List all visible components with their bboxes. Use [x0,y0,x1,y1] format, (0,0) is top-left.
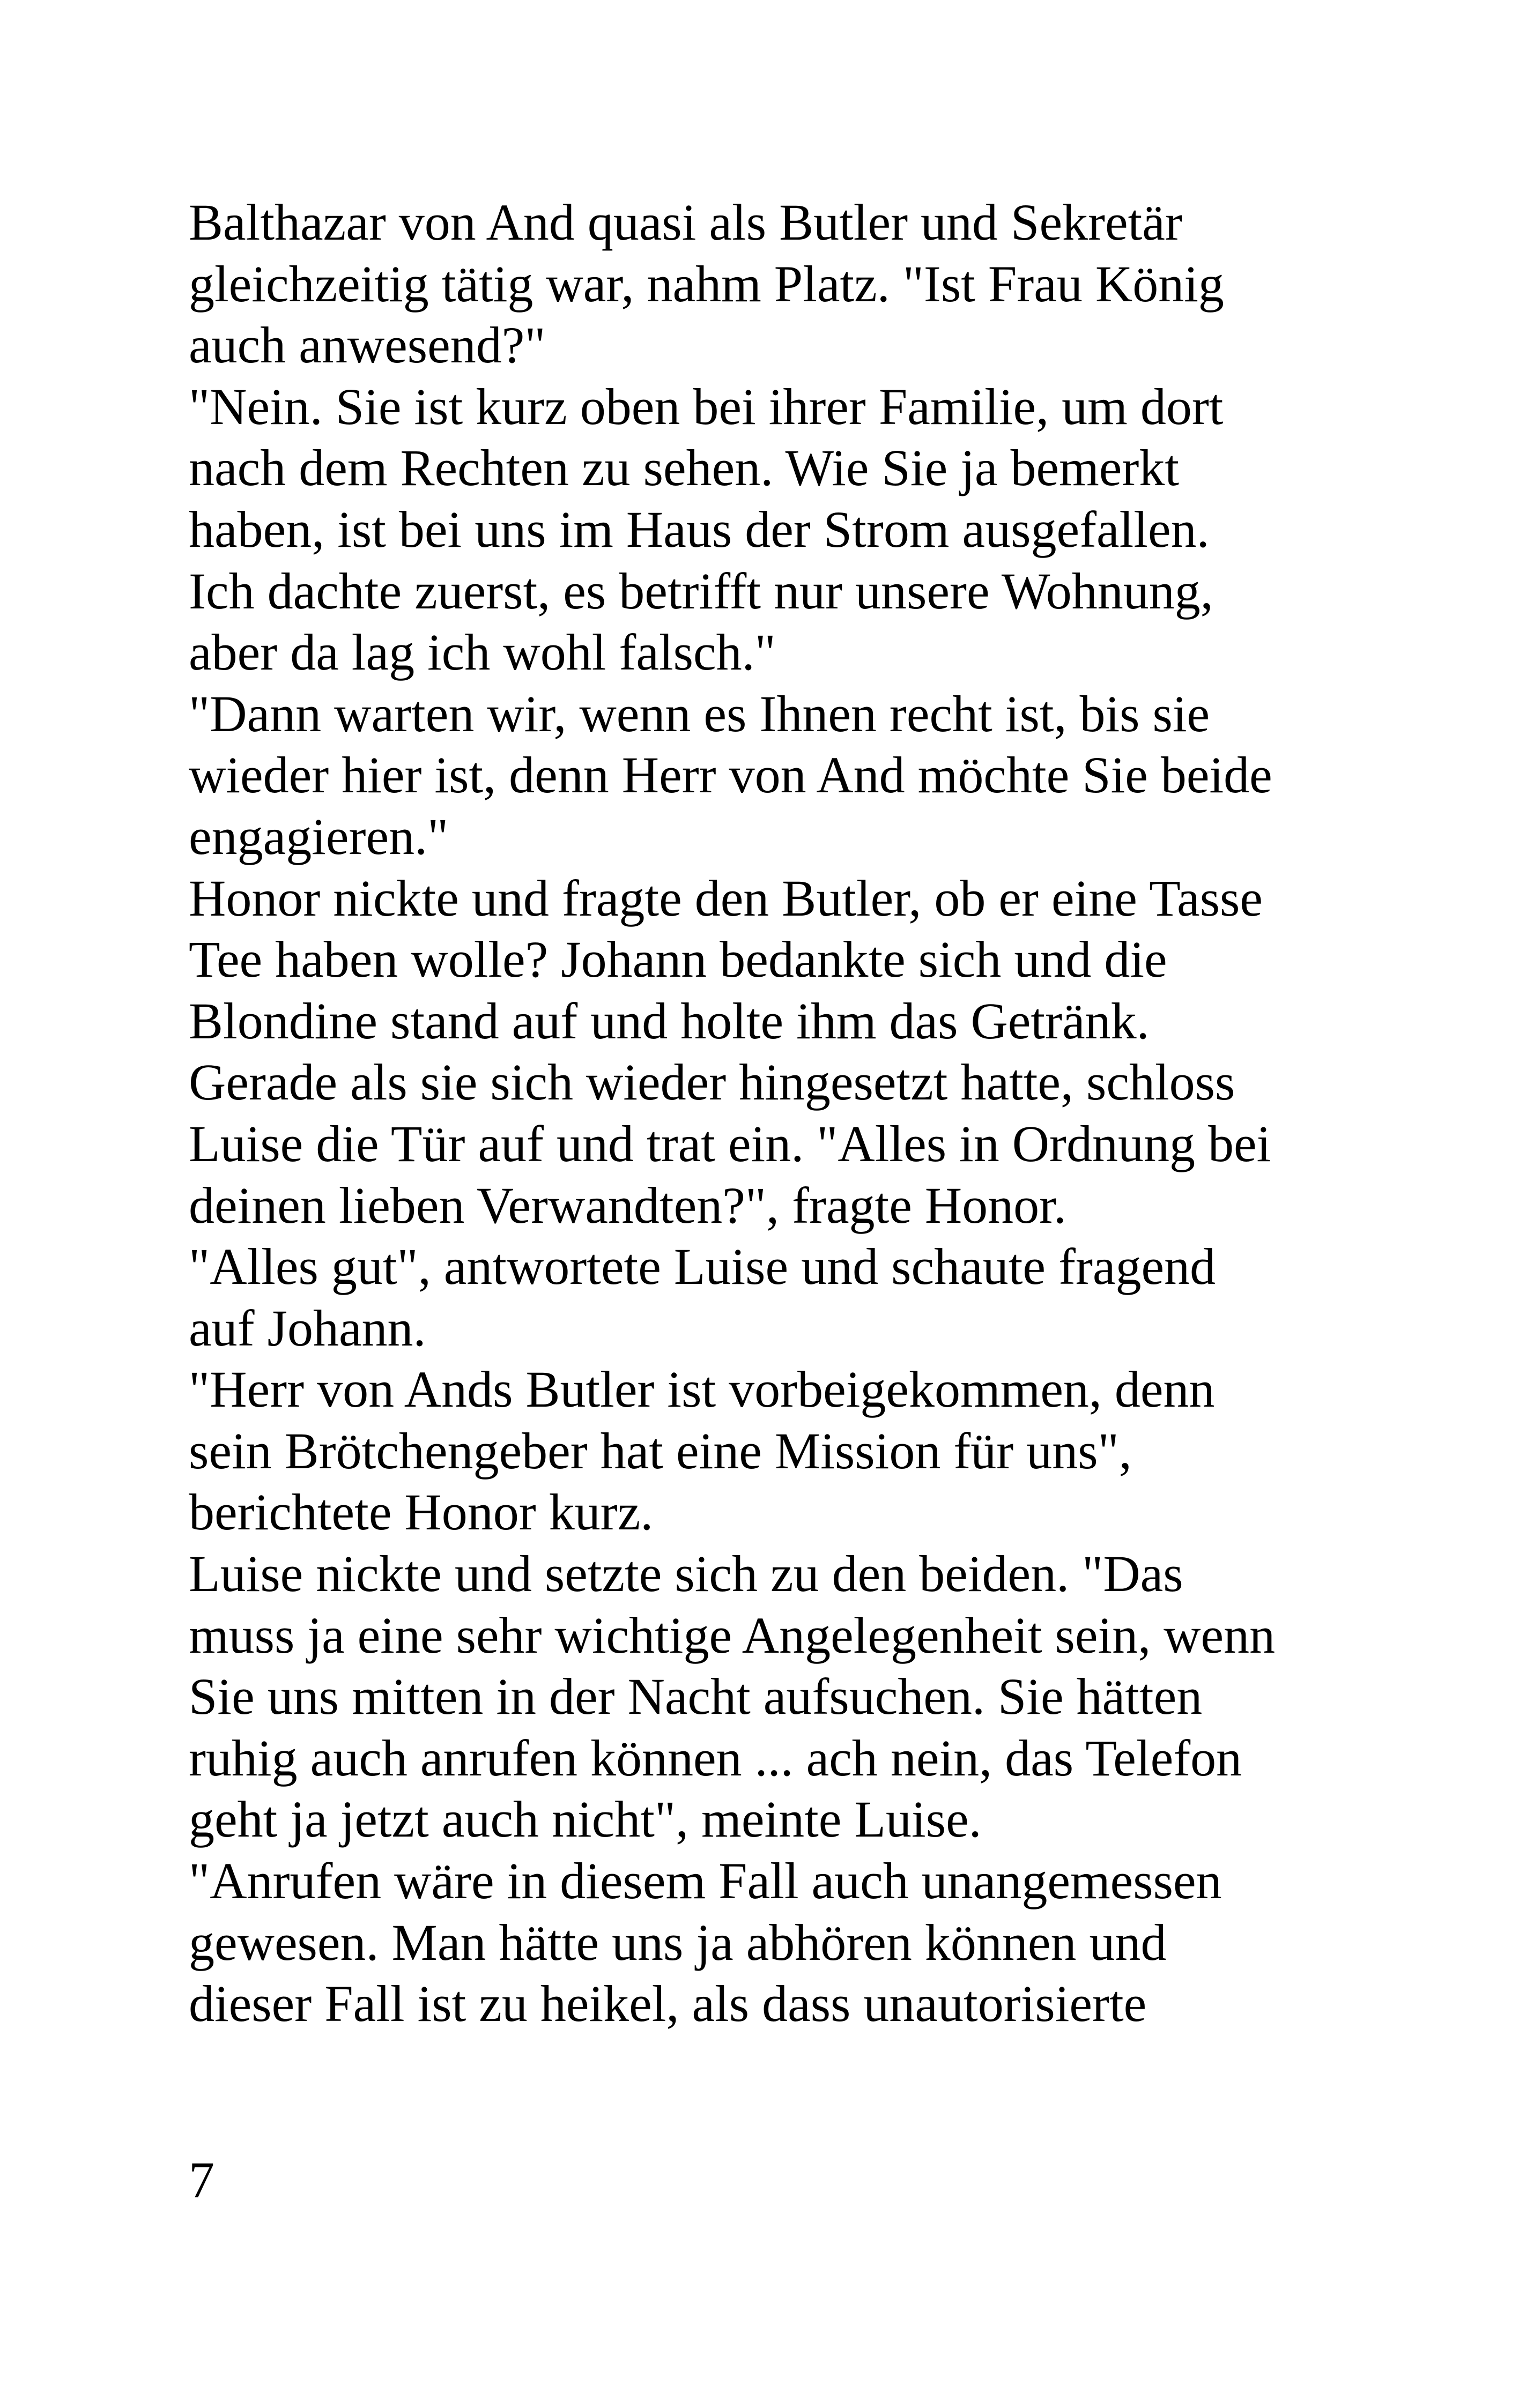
text-line: nach dem Rechten zu sehen. Wie Sie ja bemerkt [189,439,1180,497]
text-line: "Dann warten wir, wenn es Ihnen recht ist, bis sie [189,685,1210,742]
text-line: wieder hier ist, denn Herr von And möchte Sie beide [189,746,1272,804]
text-line: Honor nickte und fragte den Butler, ob er eine Tasse [189,869,1263,927]
text-line: Sie uns mitten in der Nacht aufsuchen. Sie hätten [189,1668,1203,1726]
text-line: sein Brötchengeber hat eine Mission für uns", [189,1422,1132,1480]
text-line: dieser Fall ist zu heikel, als dass unautorisierte [189,1975,1147,2033]
text-line: "Nein. Sie ist kurz oben bei ihrer Familie, um dort [189,377,1224,435]
text-line: Balthazar von And quasi als Butler und Sekretär [189,194,1182,251]
text-line: berichtete Honor kurz. [189,1483,654,1541]
text-line: Blondine stand auf und holte ihm das Getränk. [189,992,1150,1050]
text-line: gewesen. Man hätte uns ja abhören können und [189,1913,1167,1971]
text-line: engagieren." [189,807,449,865]
text-line: auch anwesend?" [189,316,546,374]
text-line: gleichzeitig tätig war, nahm Platz. "Ist Frau König [189,255,1224,313]
text-line: "Anrufen wäre in diesem Fall auch unangemessen [189,1852,1222,1910]
text-line: muss ja eine sehr wichtige Angelegenheit sein, wenn [189,1606,1276,1664]
text-line: Luise nickte und setzte sich zu den beiden. "Das [189,1545,1183,1603]
text-line: Luise die Tür auf und trat ein. "Alles in Ordnung bei [189,1114,1271,1172]
text-line: "Alles gut", antwortete Luise und schaute fragend [189,1238,1216,1296]
text-line: Gerade als sie sich wieder hingesetzt hatte, schloss [189,1053,1235,1111]
page-number: 7 [189,2151,214,2209]
text-line: Ich dachte zuerst, es betrifft nur unsere Wohnung, [189,562,1213,620]
text-line: haben, ist bei uns im Haus der Strom ausgefallen. [189,500,1210,558]
text-line: aber da lag ich wohl falsch." [189,623,776,681]
text-line: deinen lieben Verwandten?", fragte Honor. [189,1176,1066,1234]
text-line: Tee haben wolle? Johann bedankte sich und die [189,931,1167,989]
text-line: geht ja jetzt auch nicht", meinte Luise. [189,1790,982,1848]
text-line: auf Johann. [189,1299,426,1357]
text-line: ruhig auch anrufen können ... ach nein, das Telefon [189,1729,1242,1787]
body-text [189,192,1390,2035]
text-line: "Herr von Ands Butler ist vorbeigekommen, denn [189,1361,1215,1418]
